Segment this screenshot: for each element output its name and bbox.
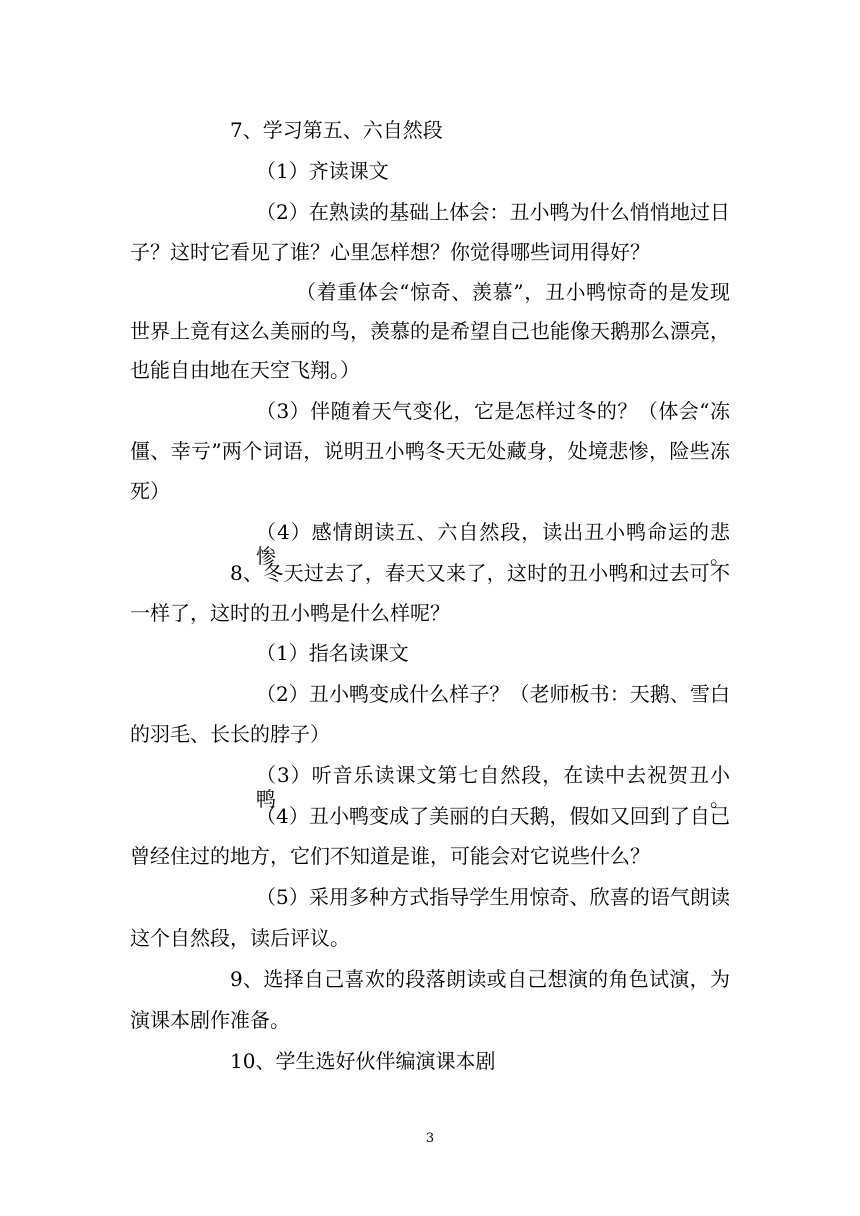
paragraph-line: （3）伴随着天气变化，它是怎样过冬的？（体会“冻 — [256, 399, 730, 423]
paragraph-line: （5）采用多种方式指导学生用惊奇、欣喜的语气朗读 — [256, 885, 730, 909]
paragraph-line: （2）在熟读的基础上体会：丑小鸭为什么悄悄地过日 — [256, 200, 730, 224]
paragraph-line: （1）齐读课文 — [256, 159, 389, 183]
paragraph-line: 这个自然段，读后评议。 — [130, 926, 350, 950]
paragraph-line: （4）丑小鸭变成了美丽的白天鹅，假如又回到了自己 — [256, 804, 730, 828]
heading-item-10: 10、学生选好伙伴编演课本剧 — [230, 1049, 496, 1073]
paragraph-line: 子？这时它看见了谁？心里怎样想？你觉得哪些词用得好？ — [130, 240, 650, 264]
paragraph-line: （3）听音乐读课文第七自然段，在读中去祝贺丑小鸭。 — [256, 763, 730, 811]
paragraph-line: 演课本剧作准备。 — [130, 1008, 290, 1032]
heading-item-8: 8、冬天过去了，春天又来了，这时的丑小鸭和过去可不 — [230, 561, 730, 585]
paragraph-line: （着重体会“惊奇、羡慕”，丑小鸭惊奇的是发现 — [296, 280, 730, 304]
paragraph-line: 死） — [130, 479, 170, 503]
heading-item-9: 9、选择自己喜欢的段落朗读或自己想演的角色试演，为 — [230, 967, 730, 991]
paragraph-line: 世界上竟有这么美丽的鸟，羡慕的是希望自己也能像天鹅那么漂亮， — [130, 319, 730, 343]
page-number: 3 — [425, 1131, 435, 1146]
paragraph-line: 一样了，这时的丑小鸭是什么样呢？ — [130, 601, 450, 625]
paragraph-line: 也能自由地在天空飞翔。） — [130, 358, 360, 382]
paragraph-line: （2）丑小鸭变成什么样子？（老师板书：天鹅、雪白 — [256, 682, 730, 706]
paragraph-line: （4）感情朗读五、六自然段，读出丑小鸭命运的悲惨。 — [256, 520, 730, 568]
paragraph-line: 的羽毛、长长的脖子） — [130, 722, 330, 746]
heading-item-7: 7、学习第五、六自然段 — [230, 118, 443, 142]
paragraph-line: 曾经住过的地方，它们不知道是谁，可能会对它说些什么？ — [130, 844, 650, 868]
paragraph-line: 僵、幸亏”两个词语，说明丑小鸭冬天无处藏身，处境悲惨，险些冻 — [130, 439, 730, 463]
paragraph-line: （1）指名读课文 — [256, 641, 409, 665]
